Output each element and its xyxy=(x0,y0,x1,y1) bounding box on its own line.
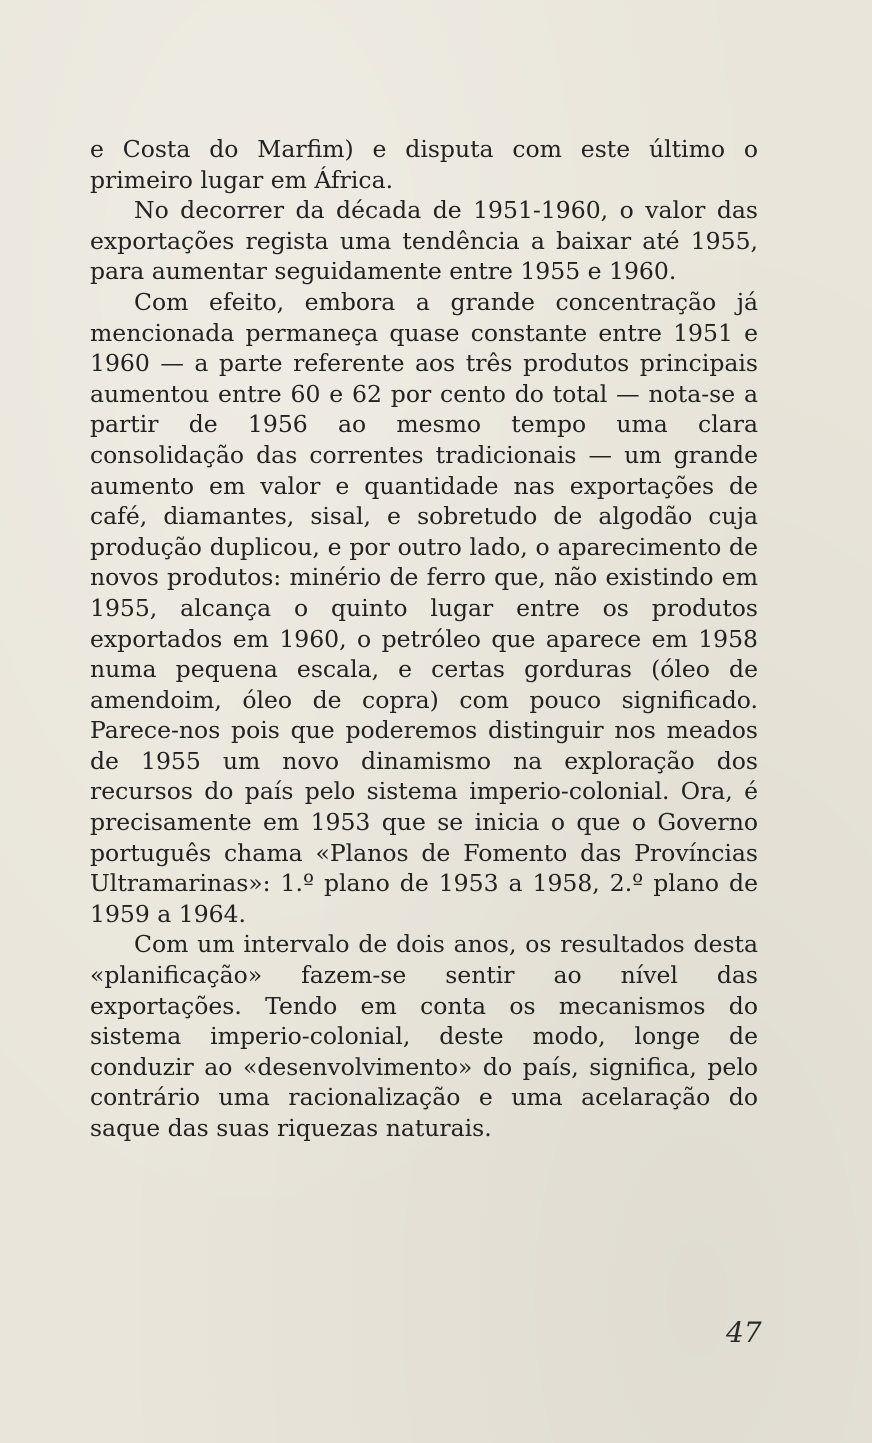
paragraph-3: Com efeito, embora a grande concentração já mencionada permaneça quase constante entre 1951 e 1960 — a parte referente aos três produtos principais aumentou entre 60 e 62 por cento do total — nota-se a partir de 1956 ao mesmo tempo uma clara consolidação das correntes tradicionais — um grande aumento em valor e quantidade nas exportações de café, diamantes, sisal, e sobretudo de algodão cuja produção duplicou, e por outro lado, o aparecimento de novos produtos: minério de ferro que, não existindo em 1955, alcança o quinto lugar entre os produtos exportados em 1960, o petróleo que aparece em 1958 numa pequena escala, e certas gorduras (óleo de amendoim, óleo de copra) com pouco significado. Parece-nos pois que poderemos distinguir nos meados de 1955 um novo dinamismo na exploração dos recursos do país pelo sistema imperio-colonial. Ora, é precisamente em 1953 que se inicia o que o Governo português chama «Planos de Fomento das Províncias Ultramarinas»: 1.º plano de 1953 a 1958, 2.º plano de 1959 a 1964. xyxy=(90,287,758,928)
paragraph-2: No decorrer da década de 1951-1960, o valor das exportações regista uma tendência a baixar até 1955, para aumentar seguidamente entre 1955 e 1960. xyxy=(90,196,758,286)
paragraph-1: e Costa do Marfim) e disputa com este último o primeiro lugar em África. xyxy=(90,135,758,194)
paragraph-4: Com um intervalo de dois anos, os resultados desta «planificação» fazem-se sentir ao nível das exportações. Tendo em conta os mecanismos do sistema imperio-colonial, deste modo, longe de conduzir ao «desenvolvimento» do país, significa, pelo contrário uma racionalização e uma acelaração do saque das suas riquezas naturais. xyxy=(90,930,758,1142)
body-text xyxy=(90,134,758,1144)
page-number: 47 xyxy=(726,1316,762,1349)
